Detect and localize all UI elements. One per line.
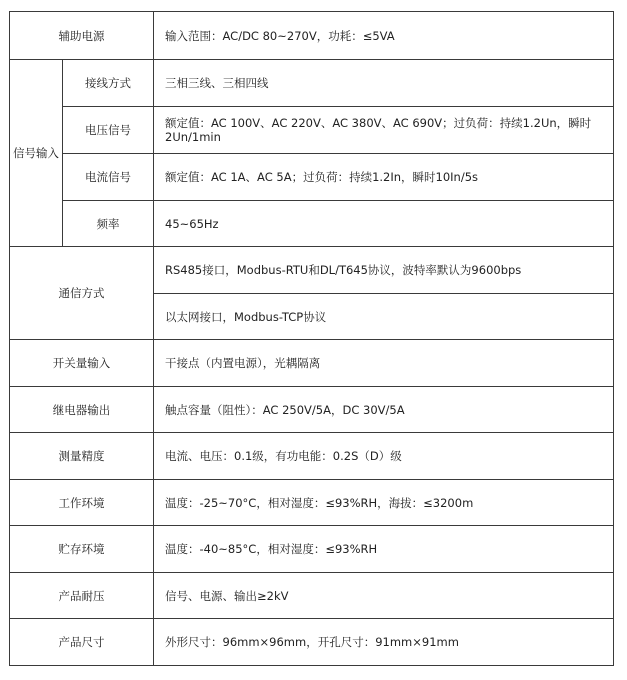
wiring-label: 接线方式	[63, 60, 154, 107]
withstand-label: 产品耐压	[10, 573, 154, 619]
storage-env-value: 温度：-40~85°C，相对湿度：≤93%RH	[154, 526, 614, 573]
work-env-label: 工作环境	[10, 480, 154, 526]
row-storage-env	[10, 526, 614, 573]
rs485-value: RS485接口，Modbus-RTU和DL/T645协议，波特率默认为9600bps	[154, 247, 614, 294]
size-value: 外形尺寸：96mm×96mm，开孔尺寸：91mm×91mm	[154, 619, 614, 666]
current-value: 额定值：AC 1A、AC 5A；过负荷：持续1.2In，瞬时10In/5s	[154, 154, 614, 201]
aux-power-label: 辅助电源	[10, 12, 154, 60]
voltage-label: 电压信号	[63, 107, 154, 154]
row-accuracy	[10, 433, 614, 480]
row-switch-input	[10, 340, 614, 387]
accuracy-value: 电流、电压：0.1级，有功电能：0.2S（D）级	[154, 433, 614, 480]
row-relay-output	[10, 387, 614, 433]
row-aux-power	[10, 12, 614, 60]
work-env-value: 温度：-25~70°C，相对湿度：≤93%RH，海拔：≤3200m	[154, 480, 614, 526]
accuracy-label: 测量精度	[10, 433, 154, 480]
aux-power-value: 输入范围：AC/DC 80~270V，功耗：≤5VA	[154, 12, 614, 60]
switch-input-value: 干接点（内置电源），光耦隔离	[154, 340, 614, 387]
frequency-label: 频率	[63, 201, 154, 247]
relay-output-label: 继电器输出	[10, 387, 154, 433]
spec-table	[9, 11, 614, 666]
frequency-value: 45~65Hz	[154, 201, 614, 247]
signal-input-label: 信号输入	[10, 60, 63, 247]
size-label: 产品尺寸	[10, 619, 154, 666]
withstand-value: 信号、电源、输出≥2kV	[154, 573, 614, 619]
row-frequency	[10, 201, 614, 247]
communication-label: 通信方式	[10, 247, 154, 340]
wiring-value: 三相三线、三相四线	[154, 60, 614, 107]
row-work-env	[10, 480, 614, 526]
row-current	[10, 154, 614, 201]
row-size	[10, 619, 614, 666]
switch-input-label: 开关量输入	[10, 340, 154, 387]
row-withstand	[10, 573, 614, 619]
voltage-value: 额定值：AC 100V、AC 220V、AC 380V、AC 690V；过负荷：持续1.2Un，瞬时2Un/1min	[154, 107, 614, 154]
row-rs485	[10, 247, 614, 294]
ethernet-value: 以太网接口，Modbus-TCP协议	[154, 294, 614, 340]
current-label: 电流信号	[63, 154, 154, 201]
row-wiring	[10, 60, 614, 107]
storage-env-label: 贮存环境	[10, 526, 154, 573]
relay-output-value: 触点容量（阻性）：AC 250V/5A，DC 30V/5A	[154, 387, 614, 433]
row-voltage	[10, 107, 614, 154]
